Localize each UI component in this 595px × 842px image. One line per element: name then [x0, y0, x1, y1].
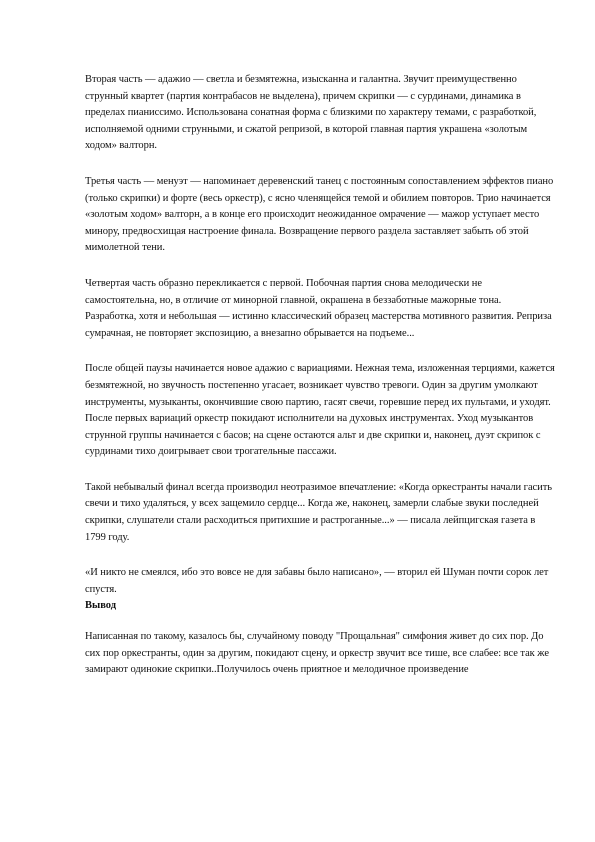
paragraph-third-movement: Третья часть — менуэт — напоминает деревенский танец с постоянным сопоставлением эффектов пиано (только скрипки) и форте (весь оркестр), с ясно членящейся темой и обилием повторов. Трио начинается «золотым ходом» валторн, а в конце его происходит неожиданное омрачение — мажор уступает место минору, предвосхищая настроение финала. Возвращение первого раздела заставляет забыть об этой мимолетной тени.: [85, 175, 554, 254]
document-page: [85, 72, 555, 679]
paragraph-second-movement: Вторая часть — адажио — светла и безмятежна, изысканна и галантна. Звучит преимущественно струнный квартет (партия контрабасов не выделена), причем скрипки — с сурдинами, динамика в пределах пианиссимо. Использована сонатная форма с близкими по характеру темами, с разработкой, исполняемой одними струнными, и сжатой репризой, в которой главная партия украшена «золотым ходом» валторн.: [85, 74, 537, 152]
paragraph-adagio-variations: После общей паузы начинается новое адажио с вариациями. Нежная тема, изложенная терциями, кажется безмятежной, но звучность постепенно угасает, возникает чувство тревоги. Один за другим умолкают инструменты, музыканты, окончившие свою партию, гасят свечи, горевшие перед их пультами, и уходят. После первых вариаций оркестр покидают исполнители на духовых инструментах. Уход музыкантов струнной группы начинается с басов; на сцене остаются альт и две скрипки и, наконец, дуэт скрипок с сурдинами тихо доигрывает свои трогательные пассажи.: [85, 363, 555, 458]
paragraph-fourth-movement: Четвертая часть образно перекликается с первой. Побочная партия снова мелодически не самостоятельна, но, в отличие от минорной главной, окрашена в беззаботные мажорные тона. Разработка, хотя и небольшая — истинно классический образец мастерства мотивного развития. Реприза сумрачная, не повторяет экспозицию, а внезапно обрывается на подъеме...: [85, 277, 552, 339]
paragraph-schumann-quote: «И никто не смеялся, ибо это вовсе не для забавы было написано», — вторил ей Шуман почти сорок лет спустя.: [85, 567, 549, 595]
paragraph-finale-impression: Такой небывалый финал всегда производил неотразимое впечатление: «Когда оркестранты начали гасить свечи и тихо удаляться, у всех защемило сердце... Когда же, наконец, замерли слабые звуки последней скрипки, слушатели стали расходиться притихшие и растроганные...» — писала лейпцигская газета в 1799 году.: [85, 481, 553, 543]
conclusion-heading: Вывод: [85, 600, 117, 612]
conclusion-text: Написанная по такому, казалось бы, случайному поводу "Прощальная" симфония живет до сих пор. До сих пор оркестранты, один за другим, покидают сцену, и оркестр звучит все тише, все слабее: все так же замирают одинокие скрипки..Получилось очень приятное и мелодичное произведение: [85, 631, 549, 676]
